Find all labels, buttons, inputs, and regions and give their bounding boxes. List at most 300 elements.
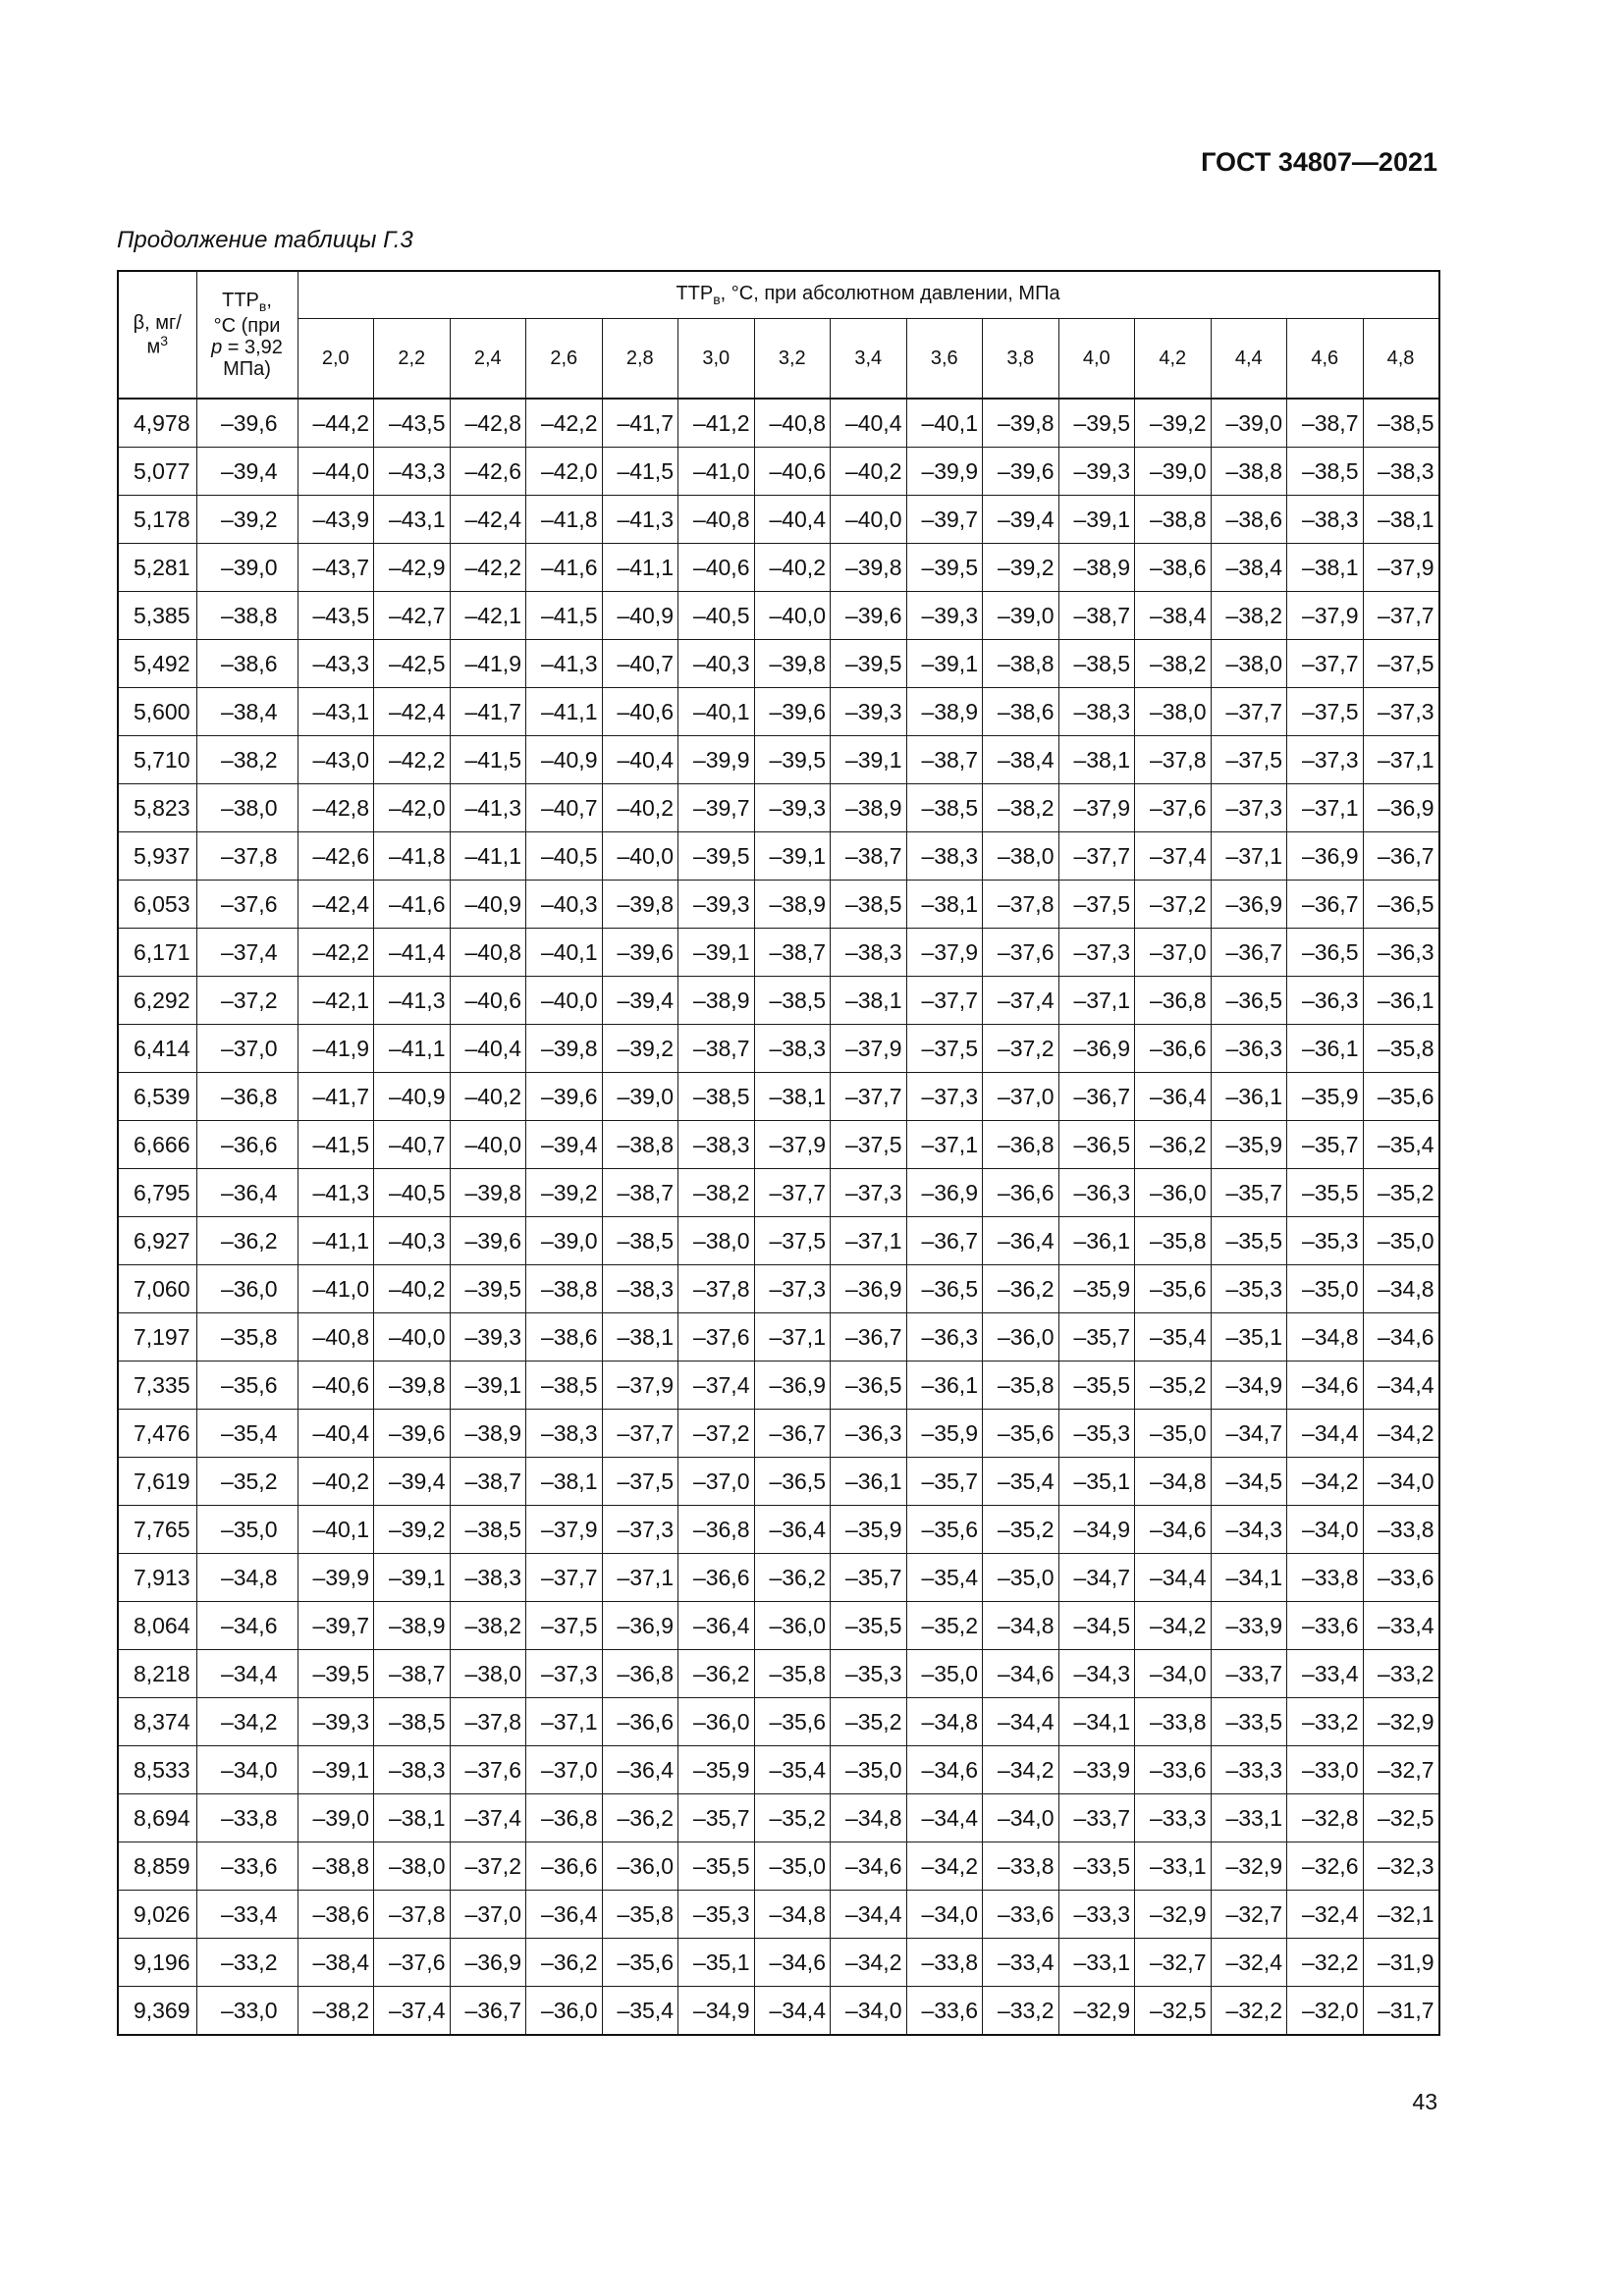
ttr-cell: –38,8 [196, 592, 298, 640]
value-cell: –33,0 [1287, 1746, 1364, 1794]
value-cell: –34,9 [1211, 1362, 1287, 1410]
value-cell: –38,7 [754, 929, 831, 977]
value-cell: –38,8 [1135, 496, 1212, 544]
value-cell: –38,0 [1211, 640, 1287, 688]
value-cell: –34,4 [983, 1698, 1059, 1746]
value-cell: –41,1 [602, 544, 678, 592]
value-cell: –36,7 [450, 1987, 526, 2036]
value-cell: –42,4 [450, 496, 526, 544]
value-cell: –33,6 [1287, 1602, 1364, 1650]
value-cell: –37,7 [754, 1169, 831, 1217]
ttr-cell: –39,0 [196, 544, 298, 592]
value-cell: –40,1 [678, 688, 755, 736]
value-cell: –39,5 [450, 1265, 526, 1313]
value-cell: –40,6 [754, 448, 831, 496]
value-cell: –34,0 [906, 1891, 983, 1939]
value-cell: –38,7 [450, 1458, 526, 1506]
value-cell: –41,5 [298, 1121, 374, 1169]
value-cell: –38,8 [983, 640, 1059, 688]
value-cell: –35,4 [602, 1987, 678, 2036]
value-cell: –39,1 [754, 832, 831, 881]
value-cell: –37,9 [526, 1506, 603, 1554]
table-row [118, 977, 1439, 1025]
value-cell: –37,9 [754, 1121, 831, 1169]
value-cell: –38,0 [450, 1650, 526, 1698]
beta-cell: 5,600 [118, 688, 196, 736]
value-cell: –34,2 [1135, 1602, 1212, 1650]
value-cell: –40,2 [298, 1458, 374, 1506]
value-cell: –41,3 [450, 784, 526, 832]
value-cell: –39,2 [983, 544, 1059, 592]
value-cell: –37,5 [1363, 640, 1439, 688]
value-cell: –34,6 [906, 1746, 983, 1794]
value-cell: –34,6 [1135, 1506, 1212, 1554]
value-cell: –35,7 [831, 1554, 907, 1602]
value-cell: –38,5 [450, 1506, 526, 1554]
value-cell: –34,8 [1363, 1265, 1439, 1313]
value-cell: –34,2 [906, 1842, 983, 1891]
value-cell: –41,1 [526, 688, 603, 736]
table-row [118, 929, 1439, 977]
value-cell: –42,8 [298, 784, 374, 832]
value-cell: –36,7 [906, 1217, 983, 1265]
value-cell: –34,6 [1287, 1362, 1364, 1410]
value-cell: –37,8 [678, 1265, 755, 1313]
table-row [118, 1506, 1439, 1554]
value-cell: –38,3 [450, 1554, 526, 1602]
table-row [118, 448, 1439, 496]
value-cell: –33,2 [983, 1987, 1059, 2036]
value-cell: –35,9 [1287, 1073, 1364, 1121]
value-cell: –39,9 [298, 1554, 374, 1602]
value-cell: –35,9 [906, 1410, 983, 1458]
value-cell: –37,8 [374, 1891, 451, 1939]
value-cell: –35,2 [983, 1506, 1059, 1554]
value-cell: –35,5 [678, 1842, 755, 1891]
value-cell: –37,1 [1211, 832, 1287, 881]
value-cell: –36,8 [1135, 977, 1212, 1025]
value-cell: –37,4 [983, 977, 1059, 1025]
pressure-header-cell: 2,6 [526, 319, 603, 400]
value-cell: –39,6 [754, 688, 831, 736]
value-cell: –38,9 [450, 1410, 526, 1458]
value-cell: –37,0 [1135, 929, 1212, 977]
value-cell: –36,9 [831, 1265, 907, 1313]
value-cell: –40,2 [831, 448, 907, 496]
value-cell: –35,2 [906, 1602, 983, 1650]
value-cell: –34,0 [1363, 1458, 1439, 1506]
value-cell: –37,7 [831, 1073, 907, 1121]
value-cell: –38,5 [678, 1073, 755, 1121]
ttr-cell: –37,2 [196, 977, 298, 1025]
pressure-header-cell: 3,6 [906, 319, 983, 400]
col-header-ttr: $ТТР_в$, °С (при р = 3,92 МПа) [196, 271, 298, 399]
beta-cell: 7,476 [118, 1410, 196, 1458]
value-cell: –39,0 [1211, 399, 1287, 448]
value-cell: –37,5 [1211, 736, 1287, 784]
value-cell: –42,8 [450, 399, 526, 448]
ttr-cell: –39,4 [196, 448, 298, 496]
pressure-header-cell: 3,2 [754, 319, 831, 400]
value-cell: –37,6 [1135, 784, 1212, 832]
table-row [118, 640, 1439, 688]
value-cell: –40,0 [602, 832, 678, 881]
value-cell: –36,2 [1135, 1121, 1212, 1169]
value-cell: –34,8 [906, 1698, 983, 1746]
value-cell: –37,3 [1287, 736, 1364, 784]
value-cell: –37,9 [906, 929, 983, 977]
value-cell: –38,7 [374, 1650, 451, 1698]
pressure-header-cell: 2,4 [450, 319, 526, 400]
value-cell: –38,6 [526, 1313, 603, 1362]
value-cell: –38,1 [1287, 544, 1364, 592]
value-cell: –39,0 [602, 1073, 678, 1121]
beta-cell: 6,666 [118, 1121, 196, 1169]
ttr-cell: –33,0 [196, 1987, 298, 2036]
value-cell: –40,2 [754, 544, 831, 592]
value-cell: –36,9 [1211, 881, 1287, 929]
value-cell: –39,3 [1058, 448, 1135, 496]
value-cell: –38,1 [831, 977, 907, 1025]
ttr-cell: –33,2 [196, 1939, 298, 1987]
table-row [118, 1794, 1439, 1842]
value-cell: –40,5 [526, 832, 603, 881]
value-cell: –34,6 [983, 1650, 1059, 1698]
ttr-cell: –37,8 [196, 832, 298, 881]
value-cell: –37,4 [1135, 832, 1212, 881]
ttr-cell: –37,0 [196, 1025, 298, 1073]
value-cell: –34,3 [1211, 1506, 1287, 1554]
value-cell: –38,3 [754, 1025, 831, 1073]
value-cell: –43,1 [298, 688, 374, 736]
value-cell: –36,9 [450, 1939, 526, 1987]
value-cell: –42,7 [374, 592, 451, 640]
value-cell: –37,9 [1363, 544, 1439, 592]
value-cell: –41,1 [450, 832, 526, 881]
value-cell: –39,4 [374, 1458, 451, 1506]
value-cell: –39,3 [906, 592, 983, 640]
value-cell: –40,3 [678, 640, 755, 688]
value-cell: –41,8 [526, 496, 603, 544]
value-cell: –37,5 [754, 1217, 831, 1265]
value-cell: –38,5 [906, 784, 983, 832]
value-cell: –39,1 [450, 1362, 526, 1410]
value-cell: –32,5 [1363, 1794, 1439, 1842]
value-cell: –36,5 [1211, 977, 1287, 1025]
value-cell: –37,7 [1363, 592, 1439, 640]
value-cell: –35,4 [1135, 1313, 1212, 1362]
value-cell: –33,1 [1058, 1939, 1135, 1987]
beta-cell: 5,823 [118, 784, 196, 832]
value-cell: –41,1 [374, 1025, 451, 1073]
value-cell: –32,2 [1211, 1987, 1287, 2036]
value-cell: –34,8 [983, 1602, 1059, 1650]
value-cell: –43,5 [374, 399, 451, 448]
value-cell: –41,5 [450, 736, 526, 784]
table-row [118, 1554, 1439, 1602]
value-cell: –36,1 [1211, 1073, 1287, 1121]
value-cell: –35,9 [1058, 1265, 1135, 1313]
value-cell: –36,6 [602, 1698, 678, 1746]
value-cell: –38,3 [1363, 448, 1439, 496]
value-cell: –41,7 [298, 1073, 374, 1121]
value-cell: –38,0 [374, 1842, 451, 1891]
value-cell: –37,4 [450, 1794, 526, 1842]
value-cell: –35,6 [906, 1506, 983, 1554]
beta-cell: 8,533 [118, 1746, 196, 1794]
value-cell: –38,9 [831, 784, 907, 832]
value-cell: –36,6 [1135, 1025, 1212, 1073]
value-cell: –36,0 [526, 1987, 603, 2036]
table-row [118, 544, 1439, 592]
value-cell: –33,6 [983, 1891, 1059, 1939]
value-cell: –32,5 [1135, 1987, 1212, 2036]
value-cell: –32,8 [1287, 1794, 1364, 1842]
value-cell: –39,3 [754, 784, 831, 832]
beta-cell: 8,694 [118, 1794, 196, 1842]
value-cell: –36,7 [1058, 1073, 1135, 1121]
value-cell: –32,4 [1211, 1939, 1287, 1987]
beta-cell: 6,414 [118, 1025, 196, 1073]
value-cell: –39,6 [450, 1217, 526, 1265]
value-cell: –34,7 [1058, 1554, 1135, 1602]
value-cell: –37,3 [1058, 929, 1135, 977]
ttr-cell: –34,6 [196, 1602, 298, 1650]
value-cell: –43,1 [374, 496, 451, 544]
value-cell: –37,5 [602, 1458, 678, 1506]
value-cell: –41,6 [374, 881, 451, 929]
value-cell: –37,1 [831, 1217, 907, 1265]
value-cell: –35,3 [831, 1650, 907, 1698]
value-cell: –41,7 [450, 688, 526, 736]
value-cell: –34,0 [983, 1794, 1059, 1842]
value-cell: –35,2 [1135, 1362, 1212, 1410]
value-cell: –35,9 [678, 1746, 755, 1794]
ttr-cell: –33,4 [196, 1891, 298, 1939]
value-cell: –35,5 [1211, 1217, 1287, 1265]
value-cell: –34,6 [754, 1939, 831, 1987]
value-cell: –35,2 [754, 1794, 831, 1842]
pressure-header-cell: 4,2 [1135, 319, 1212, 400]
value-cell: –34,6 [1363, 1313, 1439, 1362]
value-cell: –36,6 [983, 1169, 1059, 1217]
value-cell: –44,2 [298, 399, 374, 448]
value-cell: –32,9 [1211, 1842, 1287, 1891]
table-row [118, 1987, 1439, 2036]
value-cell: –34,6 [831, 1842, 907, 1891]
value-cell: –37,1 [526, 1698, 603, 1746]
value-cell: –36,7 [1287, 881, 1364, 929]
value-cell: –37,7 [526, 1554, 603, 1602]
value-cell: –34,5 [1211, 1458, 1287, 1506]
value-cell: –43,3 [298, 640, 374, 688]
value-cell: –38,9 [1058, 544, 1135, 592]
ttr-cell: –35,2 [196, 1458, 298, 1506]
value-cell: –38,3 [602, 1265, 678, 1313]
ttr-cell: –39,6 [196, 399, 298, 448]
value-cell: –37,2 [450, 1842, 526, 1891]
value-cell: –39,7 [678, 784, 755, 832]
value-cell: –36,5 [1058, 1121, 1135, 1169]
value-cell: –39,8 [602, 881, 678, 929]
value-cell: –37,7 [1287, 640, 1364, 688]
value-cell: –42,6 [298, 832, 374, 881]
value-cell: –37,0 [983, 1073, 1059, 1121]
value-cell: –37,3 [1363, 688, 1439, 736]
value-cell: –38,3 [906, 832, 983, 881]
value-cell: –35,5 [1287, 1169, 1364, 1217]
value-cell: –36,0 [1135, 1169, 1212, 1217]
value-cell: –33,9 [1211, 1602, 1287, 1650]
value-cell: –32,9 [1058, 1987, 1135, 2036]
value-cell: –40,9 [450, 881, 526, 929]
value-cell: –36,8 [602, 1650, 678, 1698]
value-cell: –40,9 [526, 736, 603, 784]
value-cell: –38,9 [906, 688, 983, 736]
value-cell: –39,4 [602, 977, 678, 1025]
value-cell: –37,1 [1363, 736, 1439, 784]
value-cell: –39,8 [526, 1025, 603, 1073]
beta-cell: 7,335 [118, 1362, 196, 1410]
value-cell: –36,3 [1058, 1169, 1135, 1217]
value-cell: –36,7 [754, 1410, 831, 1458]
value-cell: –34,8 [1135, 1458, 1212, 1506]
value-cell: –33,5 [1211, 1698, 1287, 1746]
value-cell: –42,2 [450, 544, 526, 592]
ttr-cell: –36,2 [196, 1217, 298, 1265]
value-cell: –37,6 [983, 929, 1059, 977]
ttr-cell: –37,6 [196, 881, 298, 929]
value-cell: –36,4 [983, 1217, 1059, 1265]
value-cell: –33,6 [1135, 1746, 1212, 1794]
value-cell: –38,1 [526, 1458, 603, 1506]
value-cell: –35,6 [983, 1410, 1059, 1458]
beta-cell: 6,171 [118, 929, 196, 977]
value-cell: –40,5 [678, 592, 755, 640]
value-cell: –33,8 [1135, 1698, 1212, 1746]
value-cell: –35,0 [1287, 1265, 1364, 1313]
value-cell: –39,1 [298, 1746, 374, 1794]
value-cell: –39,5 [678, 832, 755, 881]
value-cell: –36,6 [678, 1554, 755, 1602]
value-cell: –32,2 [1287, 1939, 1364, 1987]
value-cell: –39,0 [526, 1217, 603, 1265]
value-cell: –36,4 [602, 1746, 678, 1794]
table-row [118, 1313, 1439, 1362]
value-cell: –42,0 [526, 448, 603, 496]
value-cell: –38,0 [983, 832, 1059, 881]
value-cell: –39,1 [831, 736, 907, 784]
value-cell: –36,9 [602, 1602, 678, 1650]
value-cell: –38,3 [1058, 688, 1135, 736]
beta-cell: 9,369 [118, 1987, 196, 2036]
value-cell: –35,8 [1135, 1217, 1212, 1265]
value-cell: –36,0 [602, 1842, 678, 1891]
value-cell: –33,6 [906, 1987, 983, 2036]
header-row-1 [118, 271, 1439, 319]
value-cell: –38,2 [678, 1169, 755, 1217]
value-cell: –38,8 [298, 1842, 374, 1891]
value-cell: –32,7 [1135, 1939, 1212, 1987]
table-row [118, 1362, 1439, 1410]
value-cell: –39,5 [906, 544, 983, 592]
value-cell: –36,3 [1287, 977, 1364, 1025]
ttr-cell: –39,2 [196, 496, 298, 544]
table-row [118, 496, 1439, 544]
value-cell: –32,3 [1363, 1842, 1439, 1891]
value-cell: –38,5 [1363, 399, 1439, 448]
value-cell: –37,9 [602, 1362, 678, 1410]
pressure-header-cell: 2,8 [602, 319, 678, 400]
value-cell: –38,1 [754, 1073, 831, 1121]
value-cell: –36,4 [754, 1506, 831, 1554]
value-cell: –36,7 [1211, 929, 1287, 977]
value-cell: –38,2 [298, 1987, 374, 2036]
value-cell: –38,2 [450, 1602, 526, 1650]
value-cell: –35,8 [1363, 1025, 1439, 1073]
beta-cell: 4,978 [118, 399, 196, 448]
table-row [118, 1458, 1439, 1506]
value-cell: –38,1 [374, 1794, 451, 1842]
value-cell: –35,4 [906, 1554, 983, 1602]
ttr-cell: –35,0 [196, 1506, 298, 1554]
value-cell: –36,2 [602, 1794, 678, 1842]
beta-cell: 5,178 [118, 496, 196, 544]
value-cell: –32,7 [1211, 1891, 1287, 1939]
value-cell: –39,2 [1135, 399, 1212, 448]
value-cell: –38,3 [526, 1410, 603, 1458]
value-cell: –34,2 [983, 1746, 1059, 1794]
value-cell: –42,1 [450, 592, 526, 640]
value-cell: –36,8 [678, 1506, 755, 1554]
value-cell: –38,3 [374, 1746, 451, 1794]
value-cell: –37,8 [450, 1698, 526, 1746]
value-cell: –34,2 [1287, 1458, 1364, 1506]
ttr-cell: –34,4 [196, 1650, 298, 1698]
value-cell: –38,7 [602, 1169, 678, 1217]
value-cell: –40,9 [602, 592, 678, 640]
value-cell: –39,1 [374, 1554, 451, 1602]
value-cell: –38,8 [1211, 448, 1287, 496]
value-cell: –35,0 [754, 1842, 831, 1891]
value-cell: –43,3 [374, 448, 451, 496]
value-cell: –39,5 [1058, 399, 1135, 448]
value-cell: –36,4 [678, 1602, 755, 1650]
value-cell: –38,2 [1135, 640, 1212, 688]
ttr-cell: –35,6 [196, 1362, 298, 1410]
value-cell: –37,5 [1058, 881, 1135, 929]
value-cell: –34,1 [1211, 1554, 1287, 1602]
ttr-cell: –33,6 [196, 1842, 298, 1891]
value-cell: –37,2 [983, 1025, 1059, 1073]
ttr-cell: –35,4 [196, 1410, 298, 1458]
value-cell: –35,0 [906, 1650, 983, 1698]
value-cell: –37,1 [754, 1313, 831, 1362]
value-cell: –41,6 [526, 544, 603, 592]
document-code: ГОСТ 34807—2021 [1201, 147, 1437, 177]
value-cell: –36,9 [754, 1362, 831, 1410]
ttr-cell: –38,2 [196, 736, 298, 784]
value-cell: –41,2 [678, 399, 755, 448]
value-cell: –35,2 [1363, 1169, 1439, 1217]
value-cell: –32,9 [1135, 1891, 1212, 1939]
value-cell: –37,3 [906, 1073, 983, 1121]
value-cell: –37,7 [602, 1410, 678, 1458]
table-row [118, 736, 1439, 784]
value-cell: –34,0 [1287, 1506, 1364, 1554]
header-row-2 [118, 319, 1439, 400]
table-row [118, 1650, 1439, 1698]
